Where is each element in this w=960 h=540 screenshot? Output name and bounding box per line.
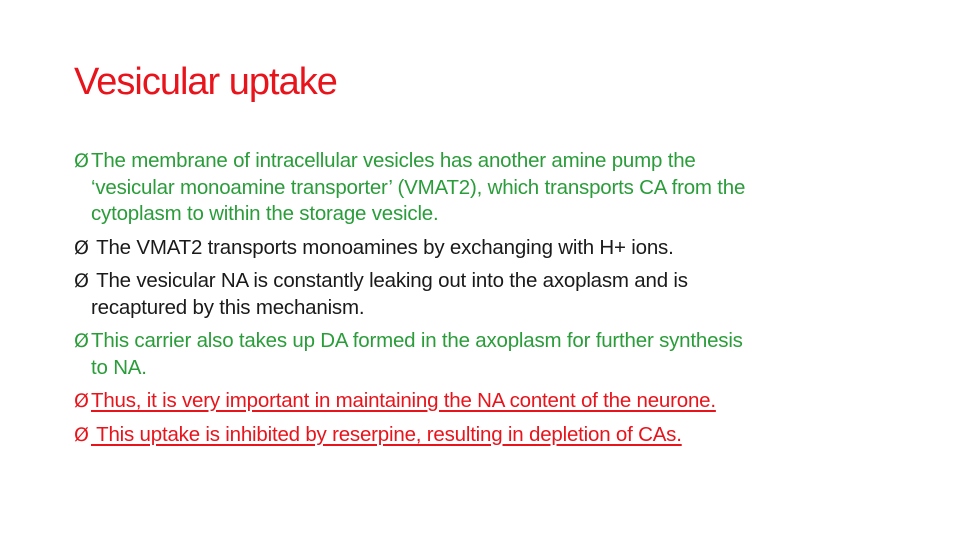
arrow-bullet-icon: Ø bbox=[74, 150, 89, 172]
bullet-item bbox=[74, 422, 894, 449]
bullet-line: cytoplasm to within the storage vesicle. bbox=[91, 202, 439, 225]
bullet-line: This carrier also takes up DA formed in the axoplasm for further synthesis bbox=[91, 329, 743, 352]
bullet-line: The membrane of intracellular vesicles has another amine pump the bbox=[91, 149, 696, 172]
bullet-line: This uptake is inhibited by reserpine, resulting in depletion of CAs. bbox=[91, 422, 682, 446]
arrow-bullet-icon: Ø bbox=[74, 236, 89, 259]
bullet-item bbox=[74, 148, 894, 228]
arrow-bullet-icon: Ø bbox=[74, 390, 89, 412]
bullet-line: The vesicular NA is constantly leaking out into the axoplasm and is bbox=[91, 269, 688, 292]
bullet-line: to NA. bbox=[91, 355, 147, 379]
arrow-bullet-icon: Ø bbox=[74, 270, 89, 292]
bullet-line: recaptured by this mechanism. bbox=[91, 295, 365, 319]
bullet-item bbox=[74, 268, 894, 321]
arrow-bullet-icon: Ø bbox=[74, 330, 89, 352]
bullet-item bbox=[74, 235, 894, 262]
bullet-line: The VMAT2 transports monoamines by exchanging with H+ ions. bbox=[91, 235, 674, 259]
bullet-item bbox=[74, 388, 894, 415]
bullet-line: ‘vesicular monoamine transporter’ (VMAT2), which transports CA from the bbox=[91, 175, 746, 199]
arrow-bullet-icon: Ø bbox=[74, 423, 89, 446]
bullet-list bbox=[74, 148, 894, 448]
slide-title: Vesicular uptake bbox=[74, 61, 337, 103]
bullet-line: Thus, it is very important in maintaining the NA content of the neurone. bbox=[91, 389, 716, 412]
bullet-item bbox=[74, 328, 894, 381]
